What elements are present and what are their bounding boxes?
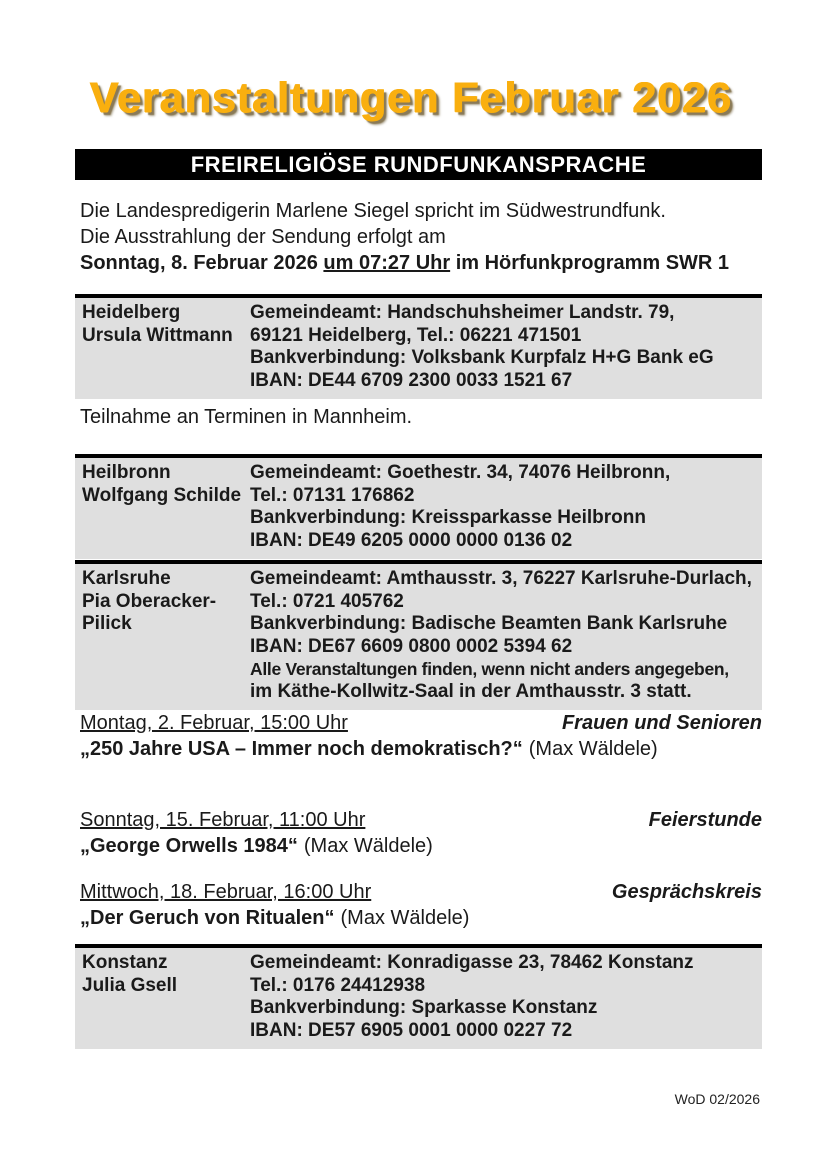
contact-city: Konstanz — [82, 952, 168, 973]
contact-right-column — [250, 462, 756, 552]
contact-line: IBAN: DE57 6905 0001 0000 0227 72 — [250, 1019, 573, 1041]
contact-line: IBAN: DE49 6205 0000 0000 0136 02 — [250, 529, 573, 551]
contact-person: Julia Gsell — [82, 974, 178, 996]
event-header — [80, 807, 762, 833]
event-speaker: (Max Wäldele) — [528, 738, 658, 760]
event-title: „Der Geruch von Ritualen“ — [80, 907, 335, 929]
contact-line: im Käthe-Kollwitz-Saal in der Amthausstr. 3 statt. — [250, 680, 692, 702]
event-speaker: (Max Wäldele) — [340, 907, 470, 929]
contact-right-column — [250, 302, 756, 392]
section-banner: FREIRELIGIÖSE RUNDFUNKANSPRACHE — [75, 149, 762, 180]
contact-person: Ursula Wittmann — [82, 324, 233, 346]
contact-block-karlsruhe — [75, 560, 762, 710]
contact-line: 69121 Heidelberg, Tel.: 06221 471501 — [250, 324, 582, 346]
intro-line-2: Die Ausstrahlung der Sendung erfolgt am — [80, 226, 446, 248]
contact-person-line2: Pilick — [82, 613, 132, 634]
event-title-line — [80, 736, 762, 762]
event-title: „250 Jahre USA – Immer noch demokratisch?“ — [80, 738, 523, 760]
contact-line: IBAN: DE67 6609 0800 0002 5394 62 — [250, 635, 573, 657]
event-title-line — [80, 905, 762, 931]
contact-city: Heidelberg — [82, 302, 181, 323]
mannheim-note: Teilnahme an Terminen in Mannheim. — [80, 406, 413, 428]
contact-line: Tel.: 0721 405762 — [250, 590, 404, 612]
intro-line-3 — [80, 250, 775, 276]
contact-left-column — [82, 302, 250, 392]
contact-person: Pia Oberacker- — [82, 590, 217, 612]
contact-city: Heilbronn — [82, 462, 171, 483]
contact-line: Bankverbindung: Volksbank Kurpfalz H+G Bank eG — [250, 347, 714, 368]
contact-line: Bankverbindung: Kreissparkasse Heilbronn — [250, 507, 646, 528]
intro-line-1: Die Landespredigerin Marlene Siegel spricht im Südwestrundfunk. — [80, 200, 666, 222]
contact-right-column — [250, 952, 756, 1042]
contact-right-column — [250, 568, 756, 703]
page-title: Veranstaltungen Februar 2026 — [89, 74, 733, 122]
contact-line: Bankverbindung: Badische Beamten Bank Karlsruhe — [250, 613, 728, 634]
event-speaker: (Max Wäldele) — [303, 835, 433, 857]
event-datetime: Sonntag, 15. Februar, 11:00 Uhr — [80, 809, 366, 831]
event-header — [80, 879, 762, 905]
contact-left-column — [82, 462, 250, 552]
event-category: Frauen und Senioren — [561, 712, 762, 734]
contact-line: Gemeindeamt: Handschuhsheimer Landstr. 79, — [250, 302, 675, 323]
contact-line: Gemeindeamt: Konradigasse 23, 78462 Konstanz — [250, 952, 694, 973]
contact-person: Wolfgang Schilde — [82, 484, 242, 506]
event-header — [80, 710, 762, 736]
event-gespraechskreis — [80, 879, 762, 931]
contact-block-heidelberg — [75, 294, 762, 399]
contact-left-column — [82, 952, 250, 1042]
event-frauen-und-senioren — [80, 710, 762, 762]
contact-block-heilbronn — [75, 454, 762, 559]
contact-city: Karlsruhe — [82, 568, 171, 589]
event-title-line — [80, 833, 762, 859]
broadcast-program: im Hörfunkprogramm SWR 1 — [450, 252, 730, 274]
event-category: Feierstunde — [648, 809, 762, 831]
contact-line: IBAN: DE44 6709 2300 0033 1521 67 — [250, 369, 573, 391]
event-feierstunde — [80, 807, 762, 859]
contact-line: Gemeindeamt: Amthausstr. 3, 76227 Karlsruhe-Durlach, — [250, 568, 752, 589]
contact-line: Gemeindeamt: Goethestr. 34, 74076 Heilbronn, — [250, 462, 671, 483]
contact-line: Tel.: 0176 24412938 — [250, 974, 426, 996]
contact-line: Bankverbindung: Sparkasse Konstanz — [250, 997, 598, 1018]
event-datetime: Montag, 2. Februar, 15:00 Uhr — [80, 712, 348, 734]
event-category: Gesprächskreis — [611, 881, 762, 903]
contact-left-column — [82, 568, 250, 703]
intro-paragraph — [80, 198, 775, 276]
broadcast-date: Sonntag, 8. Februar 2026 — [80, 252, 324, 274]
contact-block-konstanz — [75, 944, 762, 1049]
contact-line: Tel.: 07131 176862 — [250, 484, 415, 506]
event-datetime: Mittwoch, 18. Februar, 16:00 Uhr — [80, 881, 372, 903]
page-footer: WoD 02/2026 — [674, 1091, 760, 1107]
contact-line: Alle Veranstaltungen finden, wenn nicht anders angegeben, — [250, 659, 729, 679]
event-title: „George Orwells 1984“ — [80, 835, 298, 857]
broadcast-time: um 07:27 Uhr — [323, 252, 451, 274]
